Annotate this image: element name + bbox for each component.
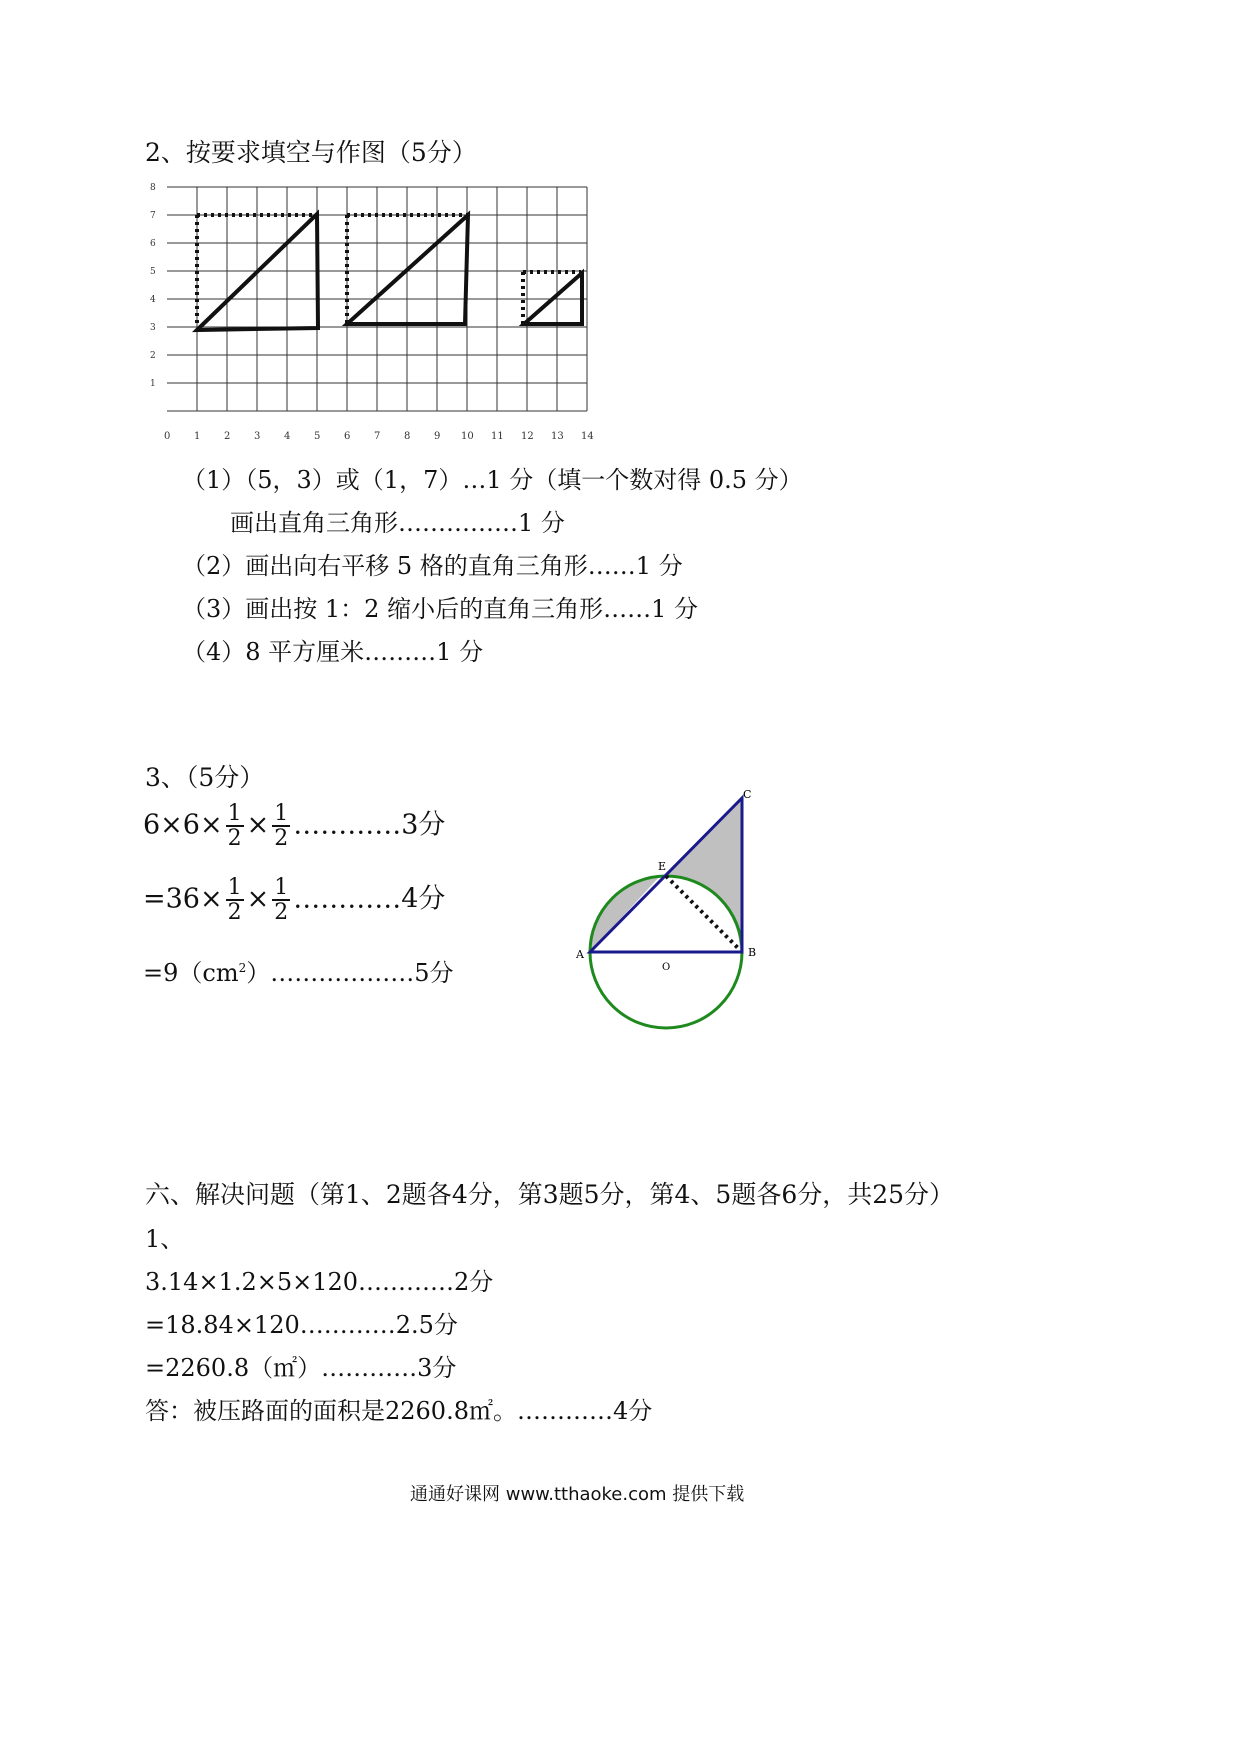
q3-step-3-score: ）………………5分 (246, 959, 454, 987)
q3-step-1-score: …………3分 (293, 809, 446, 841)
q6-sub: 1、 (145, 1225, 185, 1253)
x-tick-label: 12 (521, 431, 534, 440)
y-tick-label: 2 (150, 351, 156, 361)
y-tick-label: 8 (150, 183, 156, 193)
x-tick-label: 13 (551, 431, 564, 440)
x-tick-label: 11 (491, 431, 504, 440)
q2-line-1: （1）（5，3）或（1，7）…1 分（填一个数对得 0.5 分） (182, 466, 803, 494)
y-tick-label: 3 (150, 323, 156, 333)
grid-figure (140, 175, 610, 440)
x-tick-label: 10 (461, 431, 474, 440)
label-b: B (748, 946, 757, 959)
fraction-half (272, 876, 290, 924)
fraction-den: 2 (274, 826, 289, 852)
x-tick-label: 0 (164, 431, 171, 440)
q6-line-2: =18.84×120…………2.5分 (145, 1311, 458, 1339)
times-sign: × (246, 883, 270, 915)
y-tick-label: 6 (150, 239, 156, 249)
label-c: C (743, 788, 752, 801)
y-tick-label: 1 (150, 379, 156, 389)
q6-line-3: =2260.8（㎡）…………3分 (145, 1354, 457, 1382)
x-tick-label: 8 (404, 431, 411, 440)
x-tick-label: 1 (194, 431, 201, 440)
shaded-region-right (666, 798, 742, 952)
q3-step-3-lead: =9（cm (143, 959, 239, 987)
q3-step-1-lead: 6×6× (143, 809, 223, 841)
fraction-den: 2 (227, 826, 242, 852)
fraction-den: 2 (227, 900, 242, 926)
x-tick-label: 3 (254, 431, 261, 440)
fraction-half (226, 802, 244, 850)
q3-step-3 (143, 953, 454, 988)
circle-triangle-figure (570, 780, 770, 1040)
q2-line-4: （3）画出按 1：2 缩小后的直角三角形……1 分 (182, 595, 698, 623)
label-a: A (576, 948, 584, 961)
x-tick-label: 4 (284, 431, 291, 440)
q3-step-2 (143, 876, 445, 924)
label-o: O (662, 962, 671, 973)
q2-line-3: （2）画出向右平移 5 格的直角三角形……1 分 (182, 552, 683, 580)
fraction-num: 1 (274, 801, 289, 826)
q3-step-2-score: …………4分 (293, 883, 446, 915)
y-tick-label: 7 (150, 211, 156, 221)
y-tick-label: 5 (150, 267, 156, 277)
x-tick-label: 5 (314, 431, 321, 440)
q2-line-2: 画出直角三角形……………1 分 (230, 509, 565, 537)
q3-title: 3、（5分） (145, 763, 265, 792)
y-tick-label: 4 (150, 295, 156, 305)
fraction-den: 2 (274, 900, 289, 926)
fraction-half (272, 802, 290, 850)
x-tick-label: 7 (374, 431, 381, 440)
fraction-num: 1 (227, 801, 242, 826)
superscript-two: 2 (238, 961, 247, 975)
x-tick-label: 9 (434, 431, 441, 440)
q6-line-4: 答：被压路面的面积是2260.8㎡。…………4分 (145, 1397, 653, 1425)
fraction-half (226, 876, 244, 924)
q6-line-1: 3.14×1.2×5×120…………2分 (145, 1268, 494, 1296)
q3-step-1 (143, 802, 445, 850)
q2-line-5: （4）8 平方厘米………1 分 (182, 638, 484, 666)
x-tick-label: 2 (224, 431, 231, 440)
fraction-num: 1 (227, 875, 242, 900)
q6-title: 六、解决问题（第1、2题各4分，第3题5分，第4、5题各6分，共25分） (145, 1180, 955, 1209)
q2-title: 2、按要求填空与作图（5分） (145, 138, 477, 167)
page-footer: 通通好课网 www.tthaoke.com 提供下载 (410, 1484, 745, 1505)
x-tick-label: 6 (344, 431, 351, 440)
fraction-num: 1 (274, 875, 289, 900)
label-e: E (658, 860, 667, 873)
q3-step-2-lead: =36× (143, 883, 223, 915)
times-sign: × (246, 809, 270, 841)
x-tick-label: 14 (581, 431, 594, 440)
